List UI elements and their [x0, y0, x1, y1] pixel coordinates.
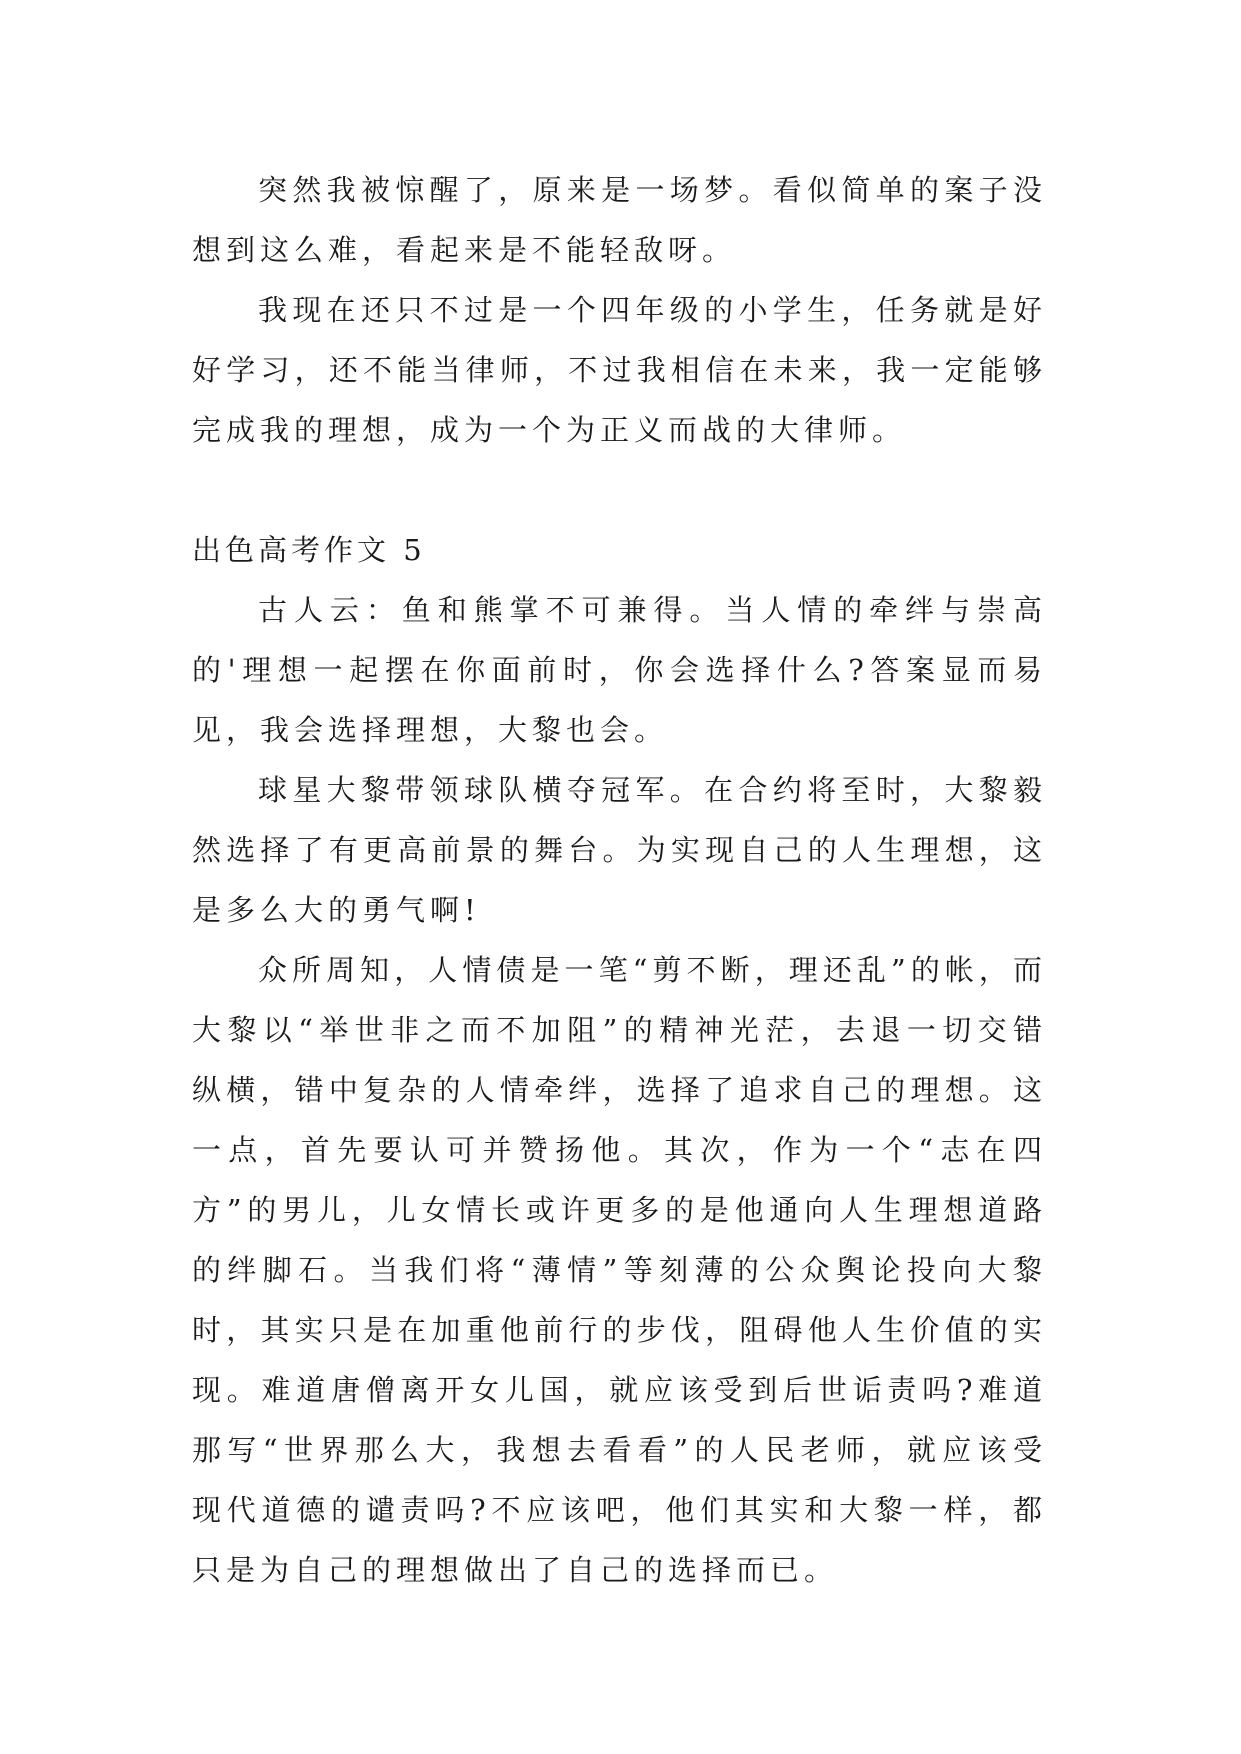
paragraph-lawyer-dream: 我现在还只不过是一个四年级的小学生，任务就是好好学习，还不能当律师，不过我相信在未来，我一定能够完成我的理想，成为一个为正义而战的大律师。 [192, 293, 1047, 447]
essay-heading: 出色高考作文 5 [192, 533, 426, 567]
document-body [192, 160, 1047, 1600]
paragraph-ancient-saying: 古人云：鱼和熊掌不可兼得。当人情的牵绊与崇高的'理想一起摆在你面前时，你会选择什么?答案显而易见，我会选择理想，大黎也会。 [192, 593, 1047, 747]
paragraph-awakening: 突然我被惊醒了，原来是一场梦。看似简单的案子没想到这么难，看起来是不能轻敌呀。 [192, 173, 1047, 267]
paragraph-star-choice: 球星大黎带领球队横夺冠军。在合约将至时，大黎毅然选择了有更高前景的舞台。为实现自己的人生理想，这是多么大的勇气啊! [192, 773, 1047, 927]
paragraph-argument: 众所周知，人情债是一笔“剪不断，理还乱”的帐，而大黎以“举世非之而不加阻”的精神光茫，去退一切交错纵横，错中复杂的人情牵绊，选择了追求自己的理想。这一点，首先要认可并赞扬他。其次，作为一个“志在四方”的男儿，儿女情长或许更多的是他通向人生理想道路的绊脚石。当我们将“薄情”等刻薄的公众舆论投向大黎时，其实只是在加重他前行的步伐，阻碍他人生价值的实现。难道唐僧离开女儿国，就应该受到后世诟责吗?难道那写“世界那么大，我想去看看”的人民老师，就应该受现代道德的谴责吗?不应该吧，他们其实和大黎一样，都只是为自己的理想做出了自己的选择而已。 [192, 953, 1047, 1587]
